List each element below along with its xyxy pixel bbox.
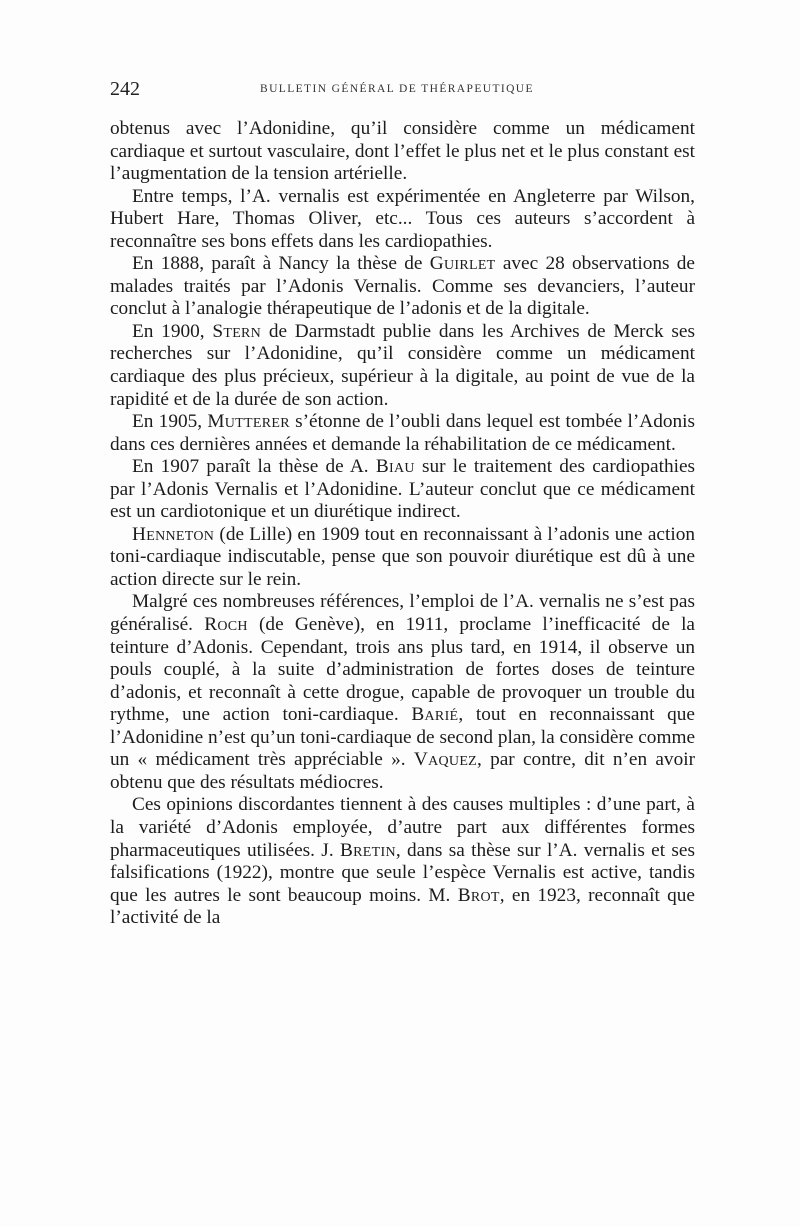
- text-segment: sur le traitement des cardiopathies par l’Adonis Vernalis et l’Adonidine. L’auteur conclut que ce médicament est un cardiotonique et un diurétique indirect.: [110, 456, 696, 523]
- page-header: [110, 78, 695, 104]
- paragraph: [110, 118, 695, 186]
- author-name: Roch: [204, 614, 248, 636]
- text-segment: avec 28 observations de malades traités par l’Adonis Vernalis. Comme ses devanciers, l’auteur conclut à l’analogie thérapeutique de l’adonis et de la digitale.: [110, 253, 695, 320]
- text-segment: , dans sa thèse sur l’A. vernalis et ses falsifications (1922), montre que seule l’espèce Vernalis est active, tandis que les autres le sont beaucoup moins. M.: [110, 839, 695, 906]
- author-name: Bretin: [339, 839, 396, 861]
- author-name: Vaquez: [413, 749, 478, 771]
- text-segment: , en 1923, reconnaît que l’activité de la: [110, 884, 695, 929]
- text-segment: , tout en reconnaissant que l’Adonidine n’est qu’un toni-cardiaque de second plan, la considère comme un « médicament très appréciable ».: [110, 704, 695, 771]
- paragraph: [110, 321, 695, 411]
- text-segment: Ces opinions discordantes tiennent à des causes multiples : d’une part, à la variété d’Adonis employée, d’autre part aux différentes formes pharmaceutiques utilisées. J.: [110, 794, 695, 861]
- paragraph: [110, 186, 695, 254]
- text-segment: (de Lille) en 1909 tout en reconnaissant à l’adonis une action toni-cardiaque indiscutable, pense que son pouvoir diurétique est dû à une action directe sur le rein.: [110, 523, 695, 590]
- paragraph: [110, 591, 695, 794]
- paragraph: [110, 524, 695, 592]
- text-segment: obtenus avec l’Adonidine, qu’il considère comme un médicament cardiaque et surtout vasculaire, dont l’effet le plus net et le plus constant est l’augmentation de la tension artérielle.: [110, 118, 695, 185]
- paragraph: [110, 794, 695, 929]
- author-name: Mutterer: [207, 411, 290, 433]
- text-segment: Entre temps, l’A. vernalis est expérimentée en Angleterre par Wilson, Hubert Hare, Thomas Oliver, etc... Tous ces auteurs s’accordent à reconnaître ses bons effets dans les cardiopathies.: [110, 185, 695, 252]
- page-number: 242: [110, 78, 140, 100]
- text-segment: En 1907 paraît la thèse de A.: [132, 456, 376, 478]
- author-name: Brot: [457, 884, 500, 906]
- paragraph: [110, 253, 695, 321]
- text-segment: En 1888, paraît à Nancy la thèse de: [132, 253, 430, 275]
- author-name: Stern: [212, 320, 262, 342]
- text-segment: En 1905,: [132, 411, 208, 433]
- text-segment: , par contre, dit n’en avoir obtenu que des résultats médiocres.: [110, 749, 695, 793]
- author-name: Barié: [411, 704, 459, 726]
- paragraph: [110, 456, 695, 524]
- text-segment: (de Genève), en 1911, proclame l’inefficacité de la teinture d’Adonis. Cependant, trois ans plus tard, en 1914, il observe un pouls couplé, à la suite d’administration de fortes doses de teinture d’adonis, et reconnaît à cette drogue, capable de provoquer un trouble du rythme, une action toni-cardiaque.: [110, 614, 695, 726]
- body-text: [110, 118, 695, 930]
- author-name: Biau: [375, 456, 415, 478]
- running-title: BULLETIN GÉNÉRAL DE THÉRAPEUTIQUE: [260, 83, 534, 95]
- author-name: Henneton: [132, 523, 215, 545]
- text-segment: En 1900,: [132, 320, 213, 342]
- text-segment: s’étonne de l’oubli dans lequel est tombée l’Adonis dans ces dernières années et demande la réhabilitation de ce médicament.: [110, 411, 695, 455]
- paragraph: [110, 411, 695, 456]
- author-name: Guirlet: [429, 253, 496, 275]
- text-segment: de Darmstadt publie dans les Archives de Merck ses recherches sur l’Adonidine, qu’il considère comme un médicament cardiaque des plus précieux, supérieur à la digitale, au point de vue de la rapidité et de la durée de son action.: [110, 320, 695, 410]
- text-segment: Malgré ces nombreuses références, l’emploi de l’A. vernalis ne s’est pas généralisé.: [110, 591, 695, 636]
